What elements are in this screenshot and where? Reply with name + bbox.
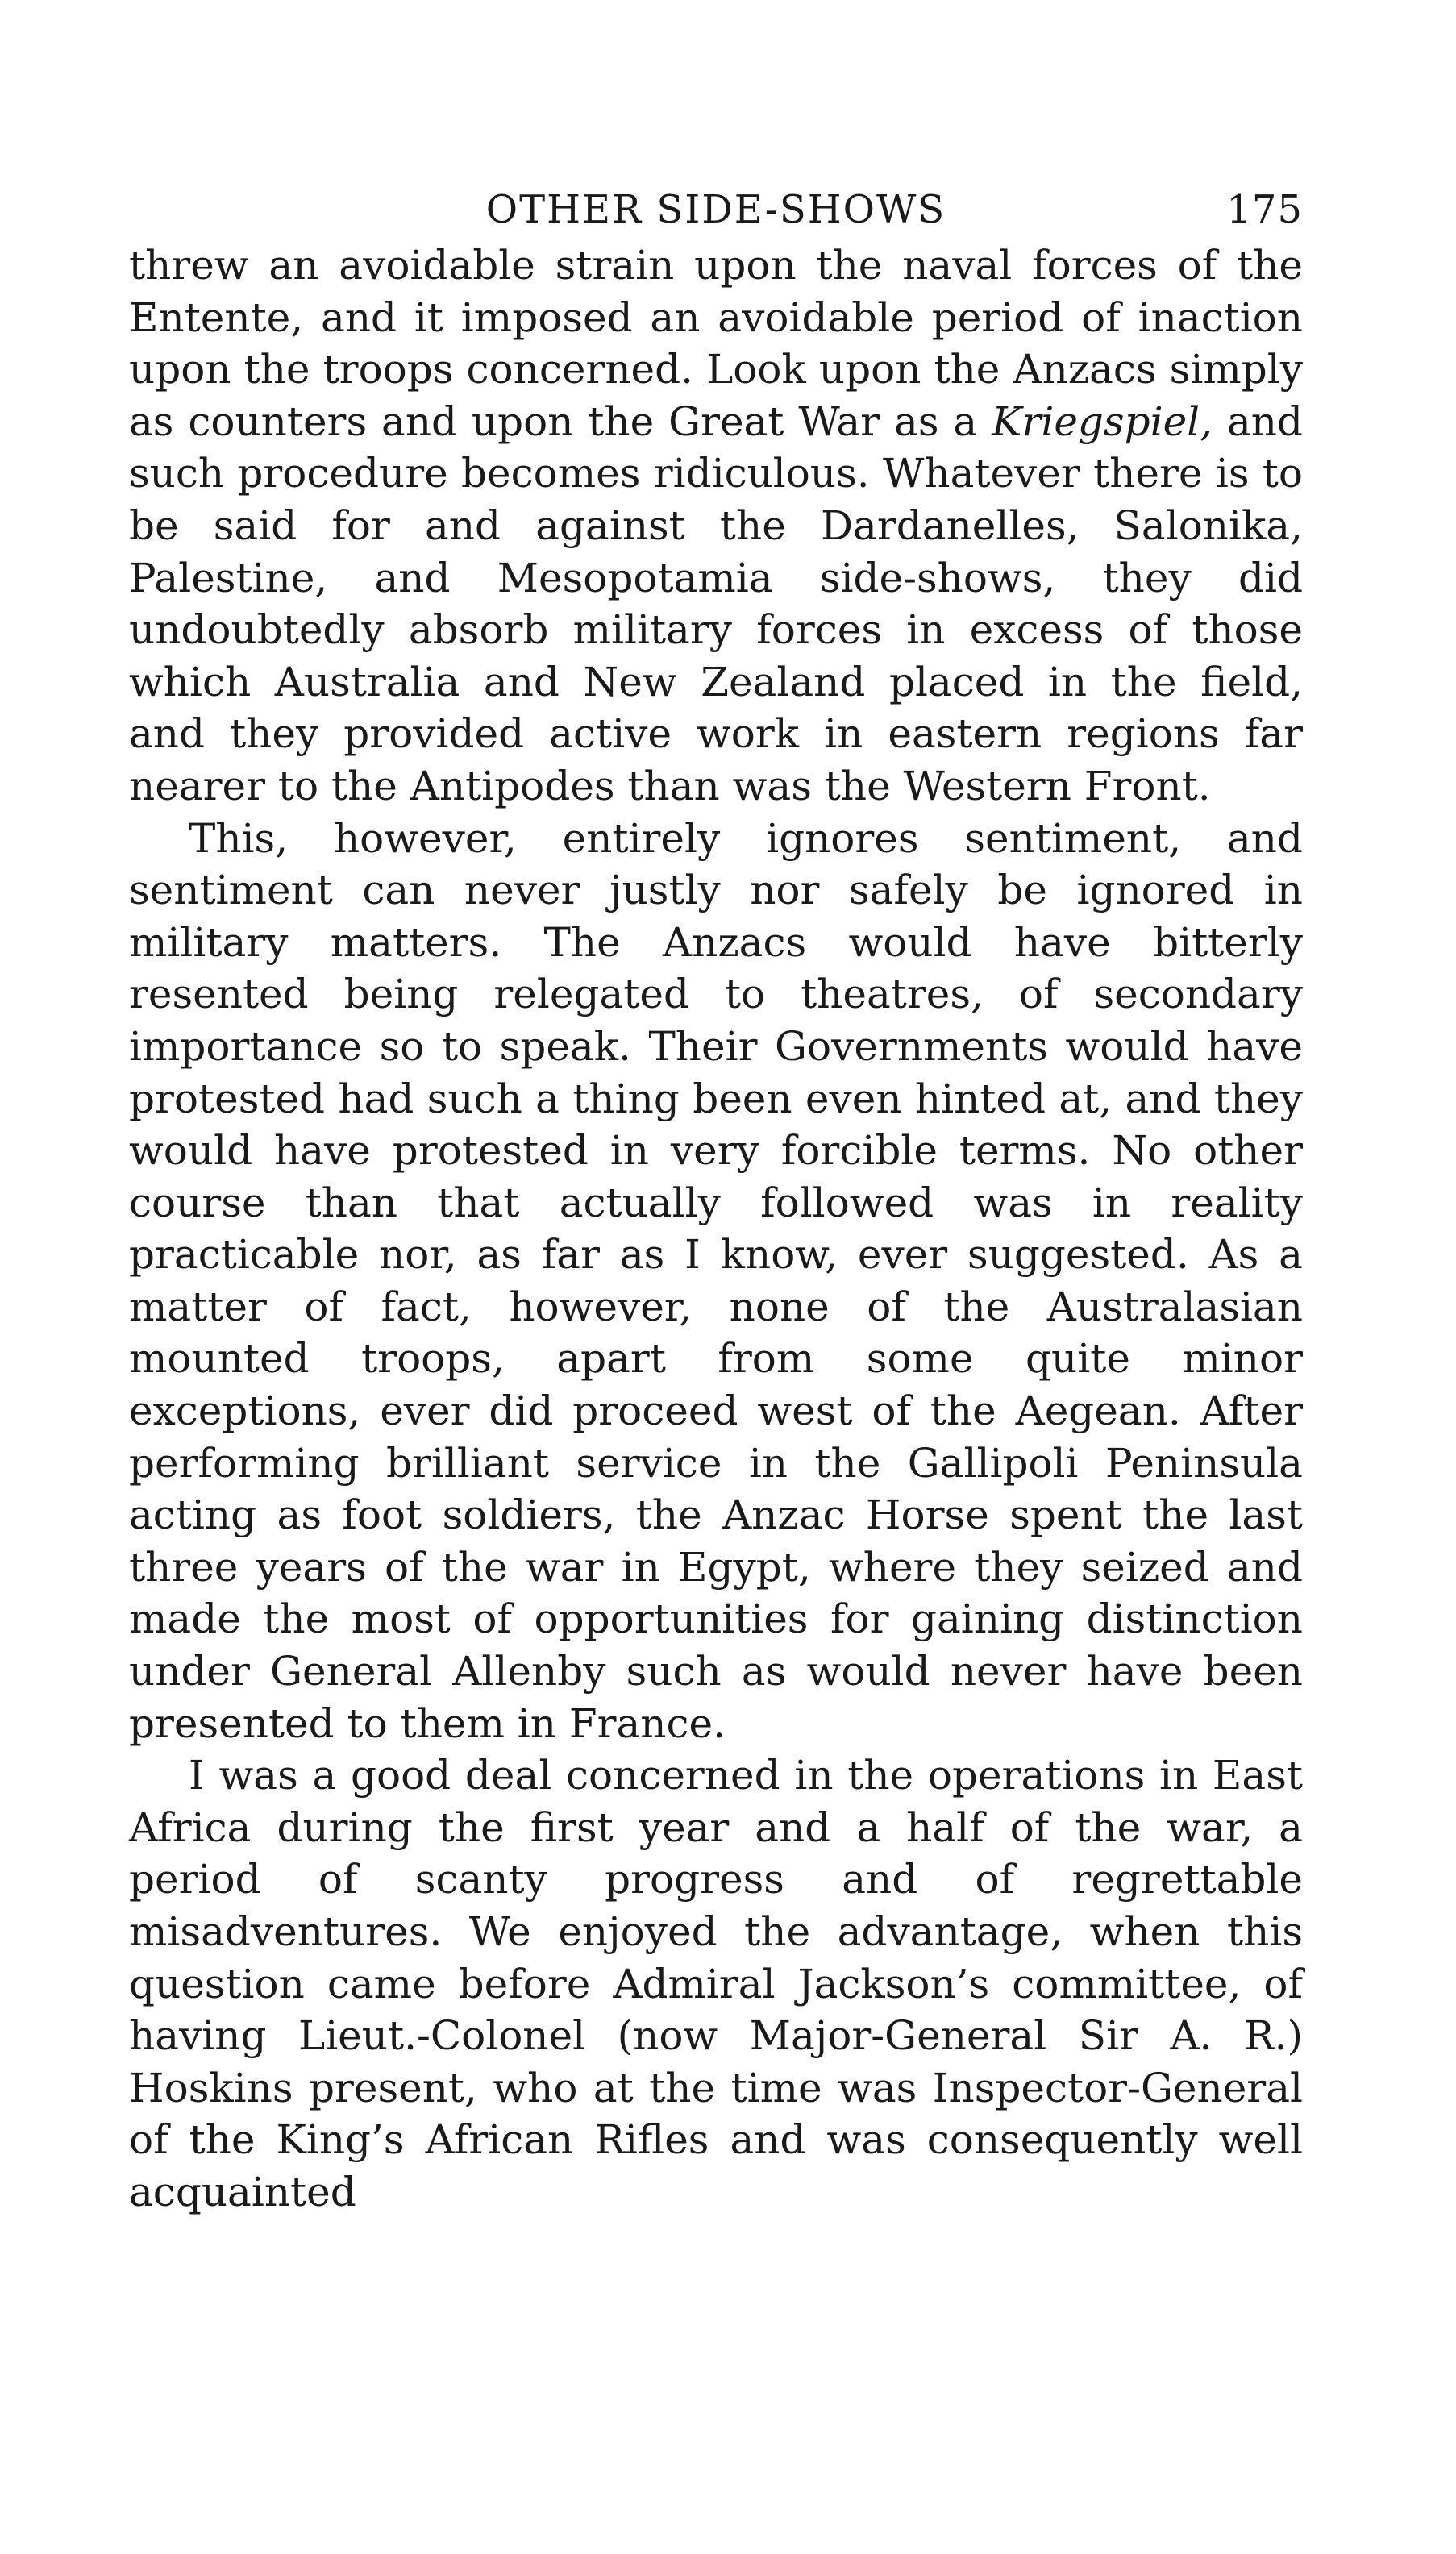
paragraph-3: I was a good deal concerned in the operations in East Africa during the first year and a half of the war, a period of scanty progress and of regrettable misadventures. We enjoyed the advantage, when this question came before Admiral Jackson’s committee, of having Lieut.-Colonel (now Major-General Sir A. R.) Hoskins present, who at the time was Inspector-General of the King’s African Rifles and was consequently well acquainted	[129, 1752, 1303, 2215]
body-text	[129, 239, 1303, 2219]
page-number: 175	[1226, 187, 1303, 232]
paragraph-1-italic-term: Kriegspiel,	[992, 397, 1213, 445]
paragraph-1-text-a: threw an avoidable strain upon the naval forces of the Entente, and it imposed an avoidable period of inaction upon the troops concerned. Look upon the Anzacs simply as counters and upon the Great War as a	[129, 242, 1303, 445]
paragraph-2: This, however, entirely ignores sentiment, and sentiment can never justly nor safely be ignored in military matters. The Anzacs would have bitterly resented being relegated to theatres, of secondary importance so to speak. Their Governments would have protested had such a thing been even hinted at, and they would have protested in very forcible terms. No other course than that actually followed was in reality practicable nor, as far as I know, ever suggested. As a matter of fact, however, none of the Australasian mounted troops, apart from some quite minor exceptions, ever did proceed west of the Aegean. After performing brilliant service in the Gallipoli Peninsula acting as foot soldiers, the Anzac Horse spent the last three years of the war in Egypt, where they seized and made the most of opportunities for gaining distinction under General Allenby such as would never have been presented to them in France.	[129, 814, 1303, 1747]
page-header	[129, 181, 1303, 238]
running-title: OTHER SIDE-SHOWS	[485, 187, 946, 232]
book-page	[129, 181, 1303, 2219]
paragraph-1	[129, 239, 1303, 813]
paragraph-1-text-b: and such procedure becomes ridiculous. Whatever there is to be said for and against the Dardanelles, Salonika, Palestine, and Mesopotamia side-shows, they did undoubtedly absorb military forces in excess of those which Australia and New Zealand placed in the field, and they provided active work in eastern regions far nearer to the Antipodes than was the Western Front.	[129, 397, 1303, 809]
